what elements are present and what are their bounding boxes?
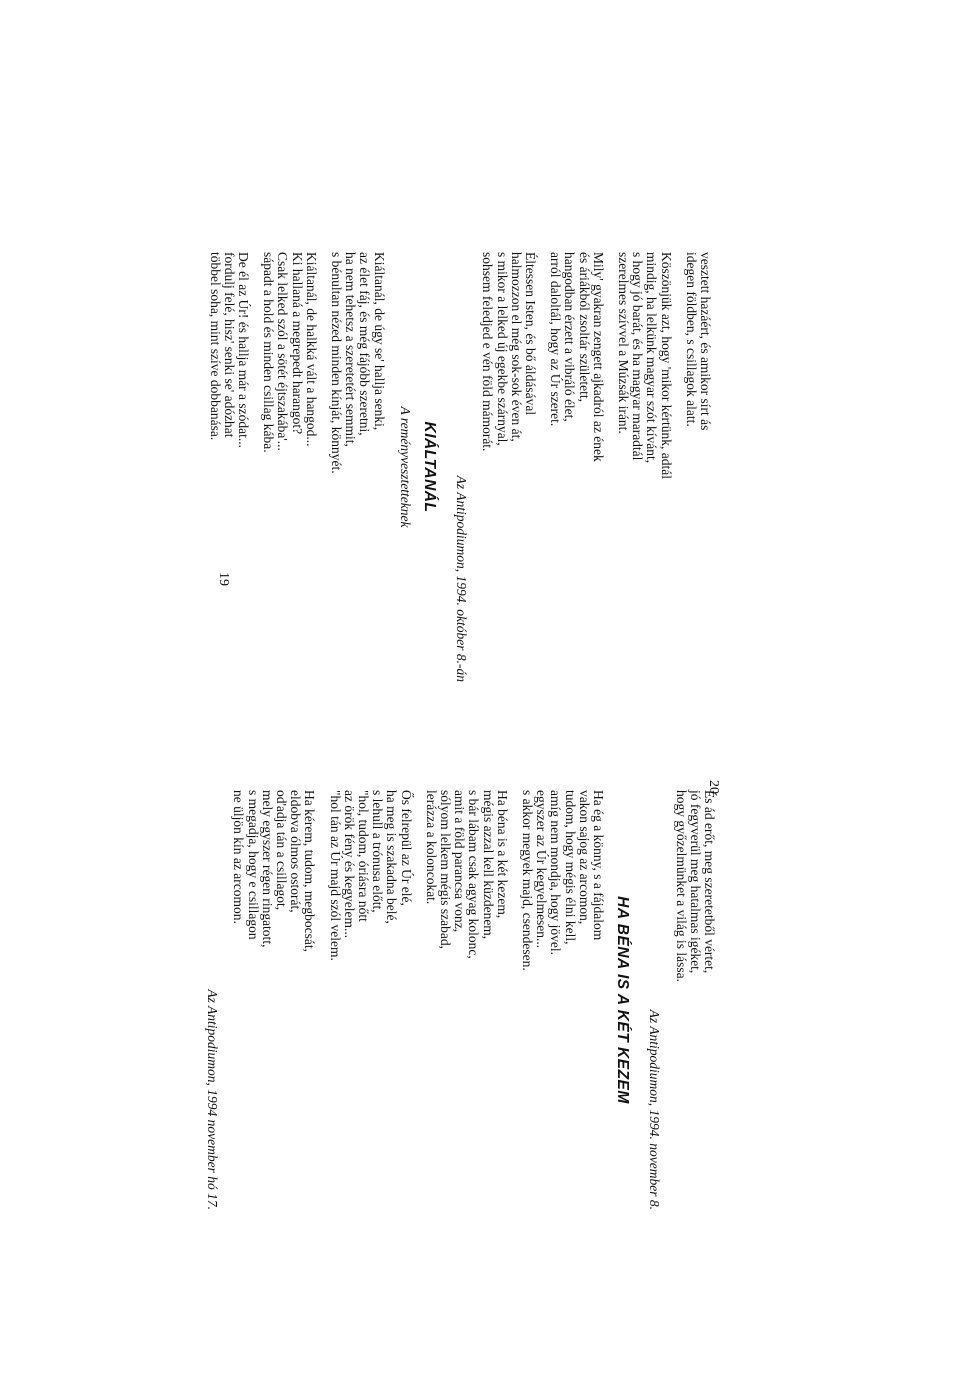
verse-line: Ős felrepül az Úr elé, [398, 790, 414, 906]
verse-line: egyszer az Úr kegyelmesen... [534, 790, 550, 949]
verse-line: jó fegyverül meg hatalmas igéket, [687, 790, 703, 974]
verse-line: Kiáltanál, de halkká vált a hangod... [303, 252, 319, 447]
verse-line: "hol, tudom, óriásra nőtt [355, 790, 371, 922]
stanza [548, 252, 605, 682]
verse-line: eldobva ólmos ostorát, [288, 790, 304, 913]
poem-title: HA BÉNA IS A KÉT KEZEM [614, 896, 632, 1104]
verse-line: s bár lábam csak agyag kolonc, [466, 790, 482, 959]
stanza [673, 790, 716, 1210]
verse-line: Ha kérem, tudom, megbocsát, [302, 790, 318, 952]
intro-stanzas [480, 252, 712, 682]
verse-line: ha nem tehetsz a szeretetért semmit, [343, 252, 359, 447]
verse-line: De él az Úr! és hallja már a szódat... [235, 252, 251, 449]
verse-line: arról daloltál, hogy az Úr szeret. [548, 252, 564, 427]
verse-line: és áriákból zsoltár született, [576, 252, 592, 402]
verse-line: idegen földben, s csillagok alatt. [683, 252, 699, 427]
verse-line: amit a föld parancsa vonz, [452, 790, 468, 933]
page-number: 19 [216, 572, 231, 586]
stanza [424, 790, 509, 1210]
verse-line: Mily' gyakran zengett ajkadról az ének [590, 252, 606, 462]
verse-line: Köszönjük azt, hogy 'mikor kértünk, adtál [658, 252, 674, 480]
signature: Az Antipodiumon, 1994 november hó 17. [205, 989, 221, 1210]
page-19-body [196, 252, 712, 682]
verse-line: s megadja, hogy e csillagon [245, 790, 261, 940]
verse-line: sohsem feledjed e vén föld mámorát. [480, 252, 496, 452]
stanza [684, 252, 712, 682]
verse-line: Ki hallaná a megrepedt harangot? [289, 252, 305, 435]
verse-line: halmozzon el még sok-sok éven át, [508, 252, 524, 442]
verse-line: sólyom lelkem mégis szabad, [437, 790, 453, 949]
stanza [207, 252, 250, 682]
verse-line: Ha béna is a két kezem, [494, 790, 510, 919]
verse-line: És ád erőt, meg szeretetből vértet, [702, 790, 717, 974]
verse-line: s mikor a lelked új egekbe szárnyal, [494, 252, 510, 446]
intro-stanzas [673, 790, 716, 1210]
verse-line: fordulj felé, hisz' senki se' adózhat [221, 252, 237, 438]
page-19 [130, 0, 850, 692]
verse-line: lerázza a koloncokat. [423, 790, 439, 905]
verse-line: ne üljön kín az arcomon. [231, 790, 247, 924]
verse-line: Ha ég a könny, s a fájdalom [590, 790, 606, 941]
stanza [327, 790, 412, 1210]
verse-line: ha meg is szakadna belé, [384, 790, 400, 924]
verse-line: az örök fény és kegyelem... [341, 790, 357, 939]
verse-line: amíg nem mondja, hogy jövel. [548, 790, 564, 955]
verse-line: sápadt a hold és minden csillag kába. [261, 252, 277, 453]
verse-line: Csak lelked szól a sötét éjtszakába'... [275, 252, 291, 451]
stanza [616, 252, 673, 682]
page-20 [130, 700, 850, 1400]
verse-line: s lehull a trónusa előtt, [370, 790, 386, 913]
page-number: 20 [706, 780, 721, 794]
page-20-body [187, 790, 716, 1210]
verse-line: hangodban érzett a vibráló élet, [562, 252, 578, 422]
verse-line: s akkor megyek majd, csendesen. [519, 790, 535, 971]
poem-stanzas [231, 790, 605, 1210]
stanza [261, 252, 318, 682]
verse-line: az élet fáj, és még fájóbb szeretni, [357, 252, 373, 436]
stanza [329, 252, 386, 682]
stanza [520, 790, 605, 1210]
signature: Az Antipodiumon, 1994. november 8. [647, 1009, 663, 1210]
verse-line: Éltessen Isten, és bő áldásával [522, 252, 538, 416]
verse-line: vakon sajog az arcomon, [576, 790, 592, 925]
dedication: A reményvesztetteknek [397, 406, 413, 528]
verse-line: vesztett hazáért, és amikor sírt ás [698, 252, 713, 431]
verse-line: mégis azzal kell küzdenem, [480, 790, 496, 940]
verse-line: tudom, hogy mégis élni kell, [562, 790, 578, 945]
verse-line: szerelmes szívvel a Múzsák iránt. [615, 252, 631, 434]
stanza [480, 252, 537, 682]
verse-line: Kiáltanál, de úgy se' hallja senki, [371, 252, 387, 431]
verse-line: többel soha, mint szíve dobbanása. [207, 252, 223, 441]
verse-line: mindig, ha lelkünk magyar szót kívánt, [644, 252, 660, 464]
verse-line: "hol tán az Úr majd szól velem. [327, 790, 343, 961]
signature: Az Antipodiumon, 1994. október 8.-án [454, 475, 470, 682]
stanza [231, 790, 316, 1210]
verse-line: hogy győzelmünket a világ is lássa. [673, 790, 689, 982]
verse-line: s bénultan nézed minden kínját, könnyét. [328, 252, 344, 474]
poem-title: KIÁLTANÁL [420, 421, 438, 513]
poem-stanzas [207, 252, 385, 682]
verse-line: od'adja tán a csillagot, [273, 790, 289, 911]
verse-line: mely egyszer régen ringatott, [259, 790, 275, 948]
verse-line: s hogy jó barát, és ha magyar maradtál [630, 252, 646, 461]
